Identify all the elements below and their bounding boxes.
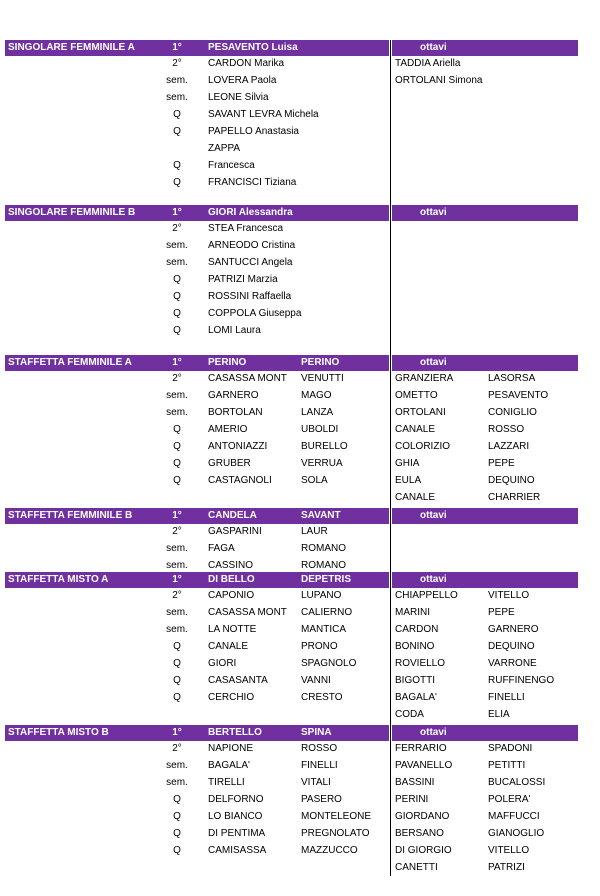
result-row [0, 690, 600, 707]
athlete-name-2: LAUR [301, 526, 328, 537]
result-row [0, 758, 600, 775]
ottavi-name-2: POLERA' [488, 794, 531, 805]
athlete-name-1: GASPARINI [208, 526, 262, 537]
athlete-name-2: MONTELEONE [301, 811, 372, 822]
ottavi-name-2: VITELLO [488, 845, 530, 856]
section-header [0, 205, 600, 221]
result-row [0, 56, 600, 73]
athlete-name-2: SPAGNOLO [301, 658, 357, 669]
athlete-name-1: ROSSINI Raffaella [208, 291, 292, 302]
athlete-name-2: ROMANO [301, 543, 346, 554]
winner-name-1: PERINO [208, 357, 247, 368]
result-row [0, 90, 600, 107]
placement: Q [173, 441, 181, 452]
ottavi-name-2: CHARRIER [488, 492, 541, 503]
athlete-name-1: COPPOLA Giuseppa [208, 308, 302, 319]
athlete-name-2: CRESTO [301, 692, 343, 703]
winner-name-2: DEPETRIS [301, 574, 352, 585]
athlete-name-1: PATRIZI Marzia [208, 274, 278, 285]
ottavi-name-1: COLORIZIO [395, 441, 451, 452]
placement: Q [173, 675, 181, 686]
ottavi-name-1: BIGOTTI [395, 675, 435, 686]
placement: sem. [166, 92, 188, 103]
athlete-name-1: LOMI Laura [208, 325, 261, 336]
result-row [0, 107, 600, 124]
result-row [0, 639, 600, 656]
ottavi-name-2: SPADONI [488, 743, 533, 754]
ottavi-name-1: CANETTI [395, 862, 438, 873]
result-row [0, 473, 600, 490]
ottavi-name-2: FINELLI [488, 692, 525, 703]
ottavi-label: ottavi [420, 727, 447, 738]
ottavi-name-1: BERSANO [395, 828, 444, 839]
result-row [0, 306, 600, 323]
athlete-name-1: LO BIANCO [208, 811, 263, 822]
athlete-name-2: FINELLI [301, 760, 338, 771]
result-row [0, 405, 600, 422]
ottavi-name-1: CHIAPPELLO [395, 590, 458, 601]
result-row [0, 490, 600, 507]
placement: Q [173, 458, 181, 469]
ottavi-name-2: VITELLO [488, 590, 530, 601]
placement: Q [173, 160, 181, 171]
winner-name-1: BERTELLO [208, 727, 262, 738]
result-row [0, 826, 600, 843]
athlete-name-1: CAMISASSA [208, 845, 267, 856]
winner-place: 1° [172, 357, 182, 368]
athlete-name-1: STEA Francesca [208, 223, 284, 234]
athlete-name-1: CERCHIO [208, 692, 255, 703]
result-row [0, 860, 600, 877]
placement: 2° [172, 223, 182, 234]
athlete-name-1: SANTUCCI Angela [208, 257, 293, 268]
athlete-name-2: BURELLO [301, 441, 348, 452]
result-row [0, 289, 600, 306]
result-row [0, 792, 600, 809]
placement: Q [173, 325, 181, 336]
result-row [0, 809, 600, 826]
ottavi-name-1: TADDIA Ariella [395, 58, 461, 69]
athlete-name-1: ZAPPA [208, 143, 241, 154]
result-row [0, 439, 600, 456]
ottavi-label: ottavi [420, 207, 447, 218]
ottavi-name-2: CONIGLIO [488, 407, 537, 418]
section-title: STAFFETTA FEMMINILE A [8, 357, 132, 368]
ottavi-name-2: ROSSO [488, 424, 525, 435]
athlete-name-1: CANALE [208, 641, 249, 652]
result-row [0, 221, 600, 238]
placement: sem. [166, 257, 188, 268]
placement: 2° [172, 373, 182, 384]
athlete-name-1: BORTOLAN [208, 407, 263, 418]
athlete-name-1: CASASSA MONT [208, 373, 287, 384]
section [0, 355, 600, 507]
ottavi-name-2: GARNERO [488, 624, 539, 635]
ottavi-name-2: ELIA [488, 709, 510, 720]
result-row [0, 741, 600, 758]
athlete-name-1: CASTAGNOLI [208, 475, 272, 486]
athlete-name-1: PAPELLO Anastasia [208, 126, 299, 137]
athlete-name-1: CASASSA MONT [208, 607, 287, 618]
athlete-name-2: MAGO [301, 390, 332, 401]
result-row [0, 673, 600, 690]
placement: Q [173, 424, 181, 435]
placement: Q [173, 845, 181, 856]
athlete-name-1: AMERIO [208, 424, 248, 435]
ottavi-name-1: CANALE [395, 424, 436, 435]
athlete-name-1: CARDON Marika [208, 58, 285, 69]
result-row [0, 588, 600, 605]
athlete-name-1: Francesca [208, 160, 255, 171]
athlete-name-2: PASERO [301, 794, 342, 805]
winner-name-1: GIORI Alessandra [208, 207, 293, 218]
athlete-name-2: VANNI [301, 675, 331, 686]
athlete-name-2: CALIERNO [301, 607, 353, 618]
winner-name-2: SPINA [301, 727, 332, 738]
ottavi-name-2: PETITTI [488, 760, 526, 771]
placement: Q [173, 641, 181, 652]
result-row [0, 388, 600, 405]
ottavi-name-1: FERRARIO [395, 743, 447, 754]
placement: Q [173, 274, 181, 285]
placement: Q [173, 308, 181, 319]
athlete-name-2: ROMANO [301, 560, 346, 571]
athlete-name-1: SAVANT LEVRA Michela [208, 109, 319, 120]
result-row [0, 456, 600, 473]
ottavi-name-1: GRANZIERA [395, 373, 454, 384]
ottavi-name-1: CARDON [395, 624, 439, 635]
athlete-name-2: PREGNOLATO [301, 828, 370, 839]
athlete-name-1: LEONE Silvia [208, 92, 269, 103]
winner-name-1: DI BELLO [208, 574, 255, 585]
athlete-name-2: LANZA [301, 407, 334, 418]
athlete-name-1: NAPIONE [208, 743, 254, 754]
section-header [0, 572, 600, 588]
placement: 2° [172, 526, 182, 537]
ottavi-name-1: ROVIELLO [395, 658, 446, 669]
ottavi-name-1: PAVANELLO [395, 760, 453, 771]
ottavi-name-2: LASORSA [488, 373, 536, 384]
section-header [0, 355, 600, 371]
placement: Q [173, 475, 181, 486]
ottavi-name-1: EULA [395, 475, 422, 486]
ottavi-label: ottavi [420, 42, 447, 53]
result-row [0, 255, 600, 272]
winner-name-2: PERINO [301, 357, 340, 368]
placement: sem. [166, 777, 188, 788]
ottavi-name-1: MARINI [395, 607, 430, 618]
winner-name-1: PESAVENTO Luisa [208, 42, 298, 53]
athlete-name-2: VERRUA [301, 458, 343, 469]
placement: 2° [172, 58, 182, 69]
result-row [0, 605, 600, 622]
ottavi-name-2: GIANOGLIO [488, 828, 545, 839]
ottavi-name-1: OMETTO [395, 390, 438, 401]
placement: Q [173, 658, 181, 669]
result-row [0, 238, 600, 255]
placement: sem. [166, 607, 188, 618]
placement: Q [173, 109, 181, 120]
ottavi-name-2: RUFFINENGO [488, 675, 555, 686]
ottavi-name-1: CANALE [395, 492, 436, 503]
section-title: STAFFETTA FEMMINILE B [8, 510, 133, 521]
placement: sem. [166, 760, 188, 771]
result-row [0, 656, 600, 673]
result-row [0, 124, 600, 141]
result-row [0, 141, 600, 158]
result-row [0, 843, 600, 860]
ottavi-name-2: BUCALOSSI [488, 777, 546, 788]
ottavi-name-1: ORTOLANI Simona [395, 75, 483, 86]
athlete-name-1: DI PENTIMA [208, 828, 266, 839]
section [0, 508, 600, 575]
placement: sem. [166, 560, 188, 571]
winner-place: 1° [172, 42, 182, 53]
athlete-name-2: UBOLDI [301, 424, 339, 435]
athlete-name-1: ARNEODO Cristina [208, 240, 296, 251]
winner-place: 1° [172, 727, 182, 738]
athlete-name-2: MAZZUCCO [301, 845, 358, 856]
placement: Q [173, 828, 181, 839]
placement: sem. [166, 624, 188, 635]
placement: sem. [166, 240, 188, 251]
athlete-name-1: GIORI [208, 658, 237, 669]
placement: 2° [172, 743, 182, 754]
ottavi-name-1: GHIA [395, 458, 420, 469]
ottavi-name-1: BAGALA' [395, 692, 437, 703]
section [0, 725, 600, 877]
ottavi-name-1: PERINI [395, 794, 429, 805]
result-row [0, 541, 600, 558]
section-header [0, 508, 600, 524]
ottavi-name-2: VARRONE [488, 658, 537, 669]
ottavi-name-1: CODA [395, 709, 424, 720]
athlete-name-1: GRUBER [208, 458, 251, 469]
placement: 2° [172, 590, 182, 601]
ottavi-name-1: DI GIORGIO [395, 845, 452, 856]
athlete-name-1: FAGA [208, 543, 235, 554]
result-row [0, 73, 600, 90]
section-title: STAFFETTA MISTO A [8, 574, 109, 585]
placement: Q [173, 692, 181, 703]
placement: Q [173, 811, 181, 822]
ottavi-name-2: DEQUINO [488, 475, 535, 486]
ottavi-name-2: DEQUINO [488, 641, 535, 652]
ottavi-name-2: PEPE [488, 458, 515, 469]
athlete-name-1: DELFORNO [208, 794, 264, 805]
result-row [0, 422, 600, 439]
ottavi-name-1: ORTOLANI [395, 407, 446, 418]
ottavi-name-1: BONINO [395, 641, 435, 652]
ottavi-name-1: GIORDANO [395, 811, 450, 822]
athlete-name-1: CASSINO [208, 560, 254, 571]
ottavi-name-2: MAFFUCCI [488, 811, 540, 822]
result-row [0, 323, 600, 340]
placement: Q [173, 291, 181, 302]
result-row [0, 775, 600, 792]
result-row [0, 158, 600, 175]
athlete-name-2: MANTICA [301, 624, 346, 635]
athlete-name-2: ROSSO [301, 743, 338, 754]
section-header [0, 725, 600, 741]
section-header [0, 40, 600, 56]
ottavi-name-2: LAZZARI [488, 441, 530, 452]
athlete-name-1: BAGALA' [208, 760, 250, 771]
placement: sem. [166, 390, 188, 401]
athlete-name-1: LOVERA Paola [208, 75, 277, 86]
athlete-name-1: ANTONIAZZI [208, 441, 268, 452]
ottavi-name-2: PEPE [488, 607, 515, 618]
winner-place: 1° [172, 510, 182, 521]
placement: Q [173, 177, 181, 188]
ottavi-label: ottavi [420, 510, 447, 521]
athlete-name-1: CASASANTA [208, 675, 268, 686]
result-row [0, 371, 600, 388]
section [0, 40, 600, 192]
athlete-name-2: SOLA [301, 475, 328, 486]
placement: Q [173, 126, 181, 137]
ottavi-label: ottavi [420, 574, 447, 585]
placement: Q [173, 794, 181, 805]
ottavi-label: ottavi [420, 357, 447, 368]
ottavi-name-2: PESAVENTO [488, 390, 549, 401]
athlete-name-2: VITALI [301, 777, 331, 788]
section [0, 205, 600, 340]
result-row [0, 175, 600, 192]
placement: sem. [166, 543, 188, 554]
section-title: SINGOLARE FEMMINILE B [8, 207, 136, 218]
athlete-name-2: LUPANO [301, 590, 342, 601]
athlete-name-1: CAPONIO [208, 590, 255, 601]
athlete-name-1: FRANCISCI Tiziana [208, 177, 297, 188]
winner-place: 1° [172, 207, 182, 218]
placement: sem. [166, 75, 188, 86]
result-row [0, 272, 600, 289]
placement: sem. [166, 407, 188, 418]
winner-name-2: SAVANT [301, 510, 341, 521]
ottavi-name-2: PATRIZI [488, 862, 525, 873]
athlete-name-1: GARNERO [208, 390, 259, 401]
athlete-name-1: TIRELLI [208, 777, 245, 788]
section-title: SINGOLARE FEMMINILE A [8, 42, 135, 53]
result-row [0, 707, 600, 724]
athlete-name-2: VENUTTI [301, 373, 344, 384]
result-row [0, 622, 600, 639]
athlete-name-2: PRONO [301, 641, 338, 652]
result-row [0, 524, 600, 541]
section [0, 572, 600, 724]
winner-name-1: CANDELA [208, 510, 257, 521]
athlete-name-1: LA NOTTE [208, 624, 257, 635]
winner-place: 1° [172, 574, 182, 585]
section-title: STAFFETTA MISTO B [8, 727, 109, 738]
ottavi-name-1: BASSINI [395, 777, 435, 788]
